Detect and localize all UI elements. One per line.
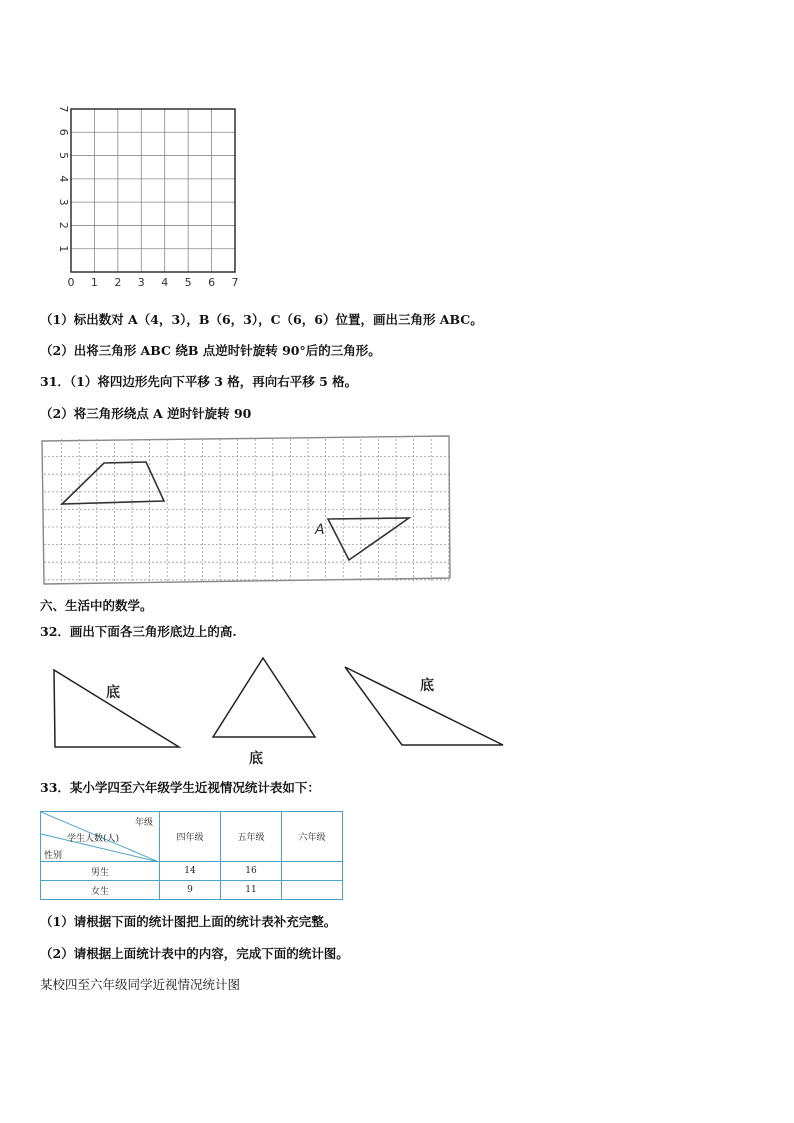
q33-part1: （1）请根据下面的统计图把上面的统计表补充完整。 (40, 914, 337, 929)
x-tick-label: 5 (184, 276, 192, 289)
table-cell: 11 (221, 881, 282, 900)
triangles-figure (40, 650, 520, 770)
y-tick-label: 4 (57, 175, 70, 183)
x-tick-label: 1 (90, 276, 98, 289)
col-header: 四年级 (160, 812, 221, 862)
right-triangle (54, 670, 179, 747)
base-label-2: 底 (249, 751, 263, 767)
table-cell: 16 (221, 862, 282, 881)
x-tick-label: 2 (114, 276, 122, 289)
x-tick-label: 4 (161, 276, 169, 289)
point-a-label: A (315, 522, 325, 538)
base-label-1: 底 (106, 685, 120, 701)
y-tick-label: 7 (57, 105, 70, 113)
header-grade: 年级 (134, 818, 153, 828)
table-cell-empty[interactable] (282, 862, 343, 881)
q32-text: 32．画出下面各三角形底边上的高. (40, 624, 237, 639)
row-label: 男生 (41, 862, 160, 881)
base-label-3: 底 (420, 678, 434, 694)
q33-text: 33．某小学四至六年级学生近视情况统计表如下： (40, 780, 320, 795)
y-tick-label: 6 (57, 128, 70, 136)
acute-triangle (213, 658, 315, 737)
coordinate-grid (50, 100, 250, 290)
q31-part2: （2）将三角形绕点 A 逆时针旋转 90 (40, 406, 252, 421)
col-header: 六年级 (282, 812, 343, 862)
table-cell: 14 (160, 862, 221, 881)
header-count: 学生人数(人) (67, 834, 120, 844)
header-gender: 性别 (44, 851, 63, 861)
stats-table (40, 811, 343, 900)
diagonal-header-cell (41, 812, 160, 862)
q33-part2: （2）请根据上面统计表中的内容，完成下面的统计图。 (40, 946, 349, 961)
table-row (41, 862, 343, 881)
table-cell-empty[interactable] (282, 881, 343, 900)
q30-part2: （2）出将三角形 ABC 绕B 点逆时针旋转 90°后的三角形。 (40, 343, 381, 358)
col-header: 五年级 (221, 812, 282, 862)
section-6-title: 六、生活中的数学。 (40, 598, 153, 613)
q30-part1: （1）标出数对 A（4，3），B（6，3），C（6，6）位置，画出三角形 ABC。 (40, 312, 483, 327)
row-label: 女生 (41, 881, 160, 900)
chart-title: 某校四至六年级同学近视情况统计图 (40, 977, 241, 992)
table-row (41, 881, 343, 900)
y-tick-label: 2 (57, 221, 70, 229)
y-tick-label: 1 (57, 245, 70, 253)
y-tick-label: 3 (57, 198, 70, 206)
transform-grid (38, 433, 454, 587)
y-tick-label: 5 (57, 152, 70, 160)
x-tick-label: 7 (231, 276, 239, 289)
x-tick-label: 3 (137, 276, 145, 289)
x-tick-label: 6 (208, 276, 216, 289)
x-tick-label: 0 (67, 276, 75, 289)
table-cell: 9 (160, 881, 221, 900)
q31-part1: 31．（1）将四边形先向下平移 3 格，再向右平移 5 格。 (40, 374, 358, 389)
